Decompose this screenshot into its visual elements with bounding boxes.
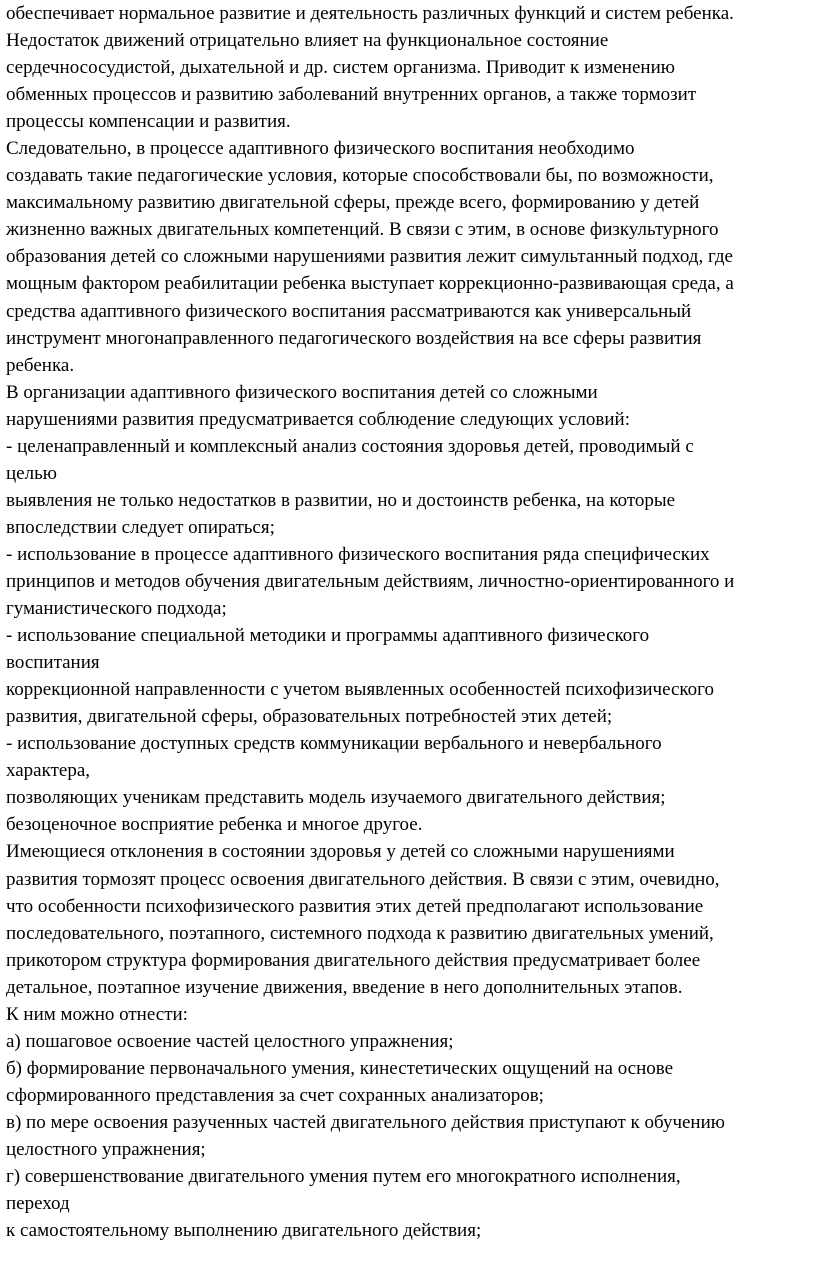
text-line: развития, двигательной сферы, образовательных потребностей этих детей; — [6, 706, 613, 728]
text-line: развития тормозят процесс освоения двигательного действия. В связи с этим, очевидно, — [6, 868, 720, 890]
text-line: характера, — [6, 760, 91, 782]
text-line: обменных процессов и развитию заболеваний внутренних органов, а также тормозит — [6, 84, 697, 106]
text-line: детальное, поэтапное изучение движения, введение в него дополнительных этапов. — [6, 976, 683, 998]
text-line: обеспечивает нормальное развитие и деятельность различных функций и систем ребенка. — [6, 3, 734, 24]
text-line: создавать такие педагогические условия, которые способствовали бы, по возможности, — [6, 165, 714, 187]
document-text — [6, 0, 816, 1244]
text-line: Недостаток движений отрицательно влияет на функциональное состояние — [6, 30, 609, 52]
text-line: инструмент многонаправленного педагогического воздействия на все сферы развития — [6, 327, 702, 349]
text-line: целостного упражнения; — [6, 1138, 206, 1160]
text-line: К ним можно отнести: — [6, 1003, 188, 1025]
text-line: жизненно важных двигательных компетенций. В связи с этим, в основе физкультурного — [6, 219, 719, 241]
text-line: мощным фактором реабилитации ребенка выступает коррекционно-развивающая среда, а — [6, 273, 734, 295]
text-line: целью — [6, 462, 57, 484]
text-line: Имеющиеся отклонения в состоянии здоровья у детей со сложными нарушениями — [6, 841, 675, 863]
text-line: к самостоятельному выполнению двигательного действия; — [6, 1220, 482, 1242]
text-line: впоследствии следует опираться; — [6, 516, 275, 538]
text-line: средства адаптивного физического воспитания рассматриваются как универсальный — [6, 300, 692, 322]
text-line: В организации адаптивного физического воспитания детей со сложными — [6, 381, 598, 403]
text-line: прикотором структура формирования двигательного действия предусматривает более — [6, 949, 701, 971]
text-line: б) формирование первоначального умения, кинестетических ощущений на основе — [6, 1057, 674, 1079]
text-line: переход — [6, 1193, 70, 1215]
text-line: сердечнососудистой, дыхательной и др. систем организма. Приводит к изменению — [6, 57, 675, 79]
text-line: принципов и методов обучения двигательным действиям, личностно-ориентированного и — [6, 570, 735, 592]
text-line: выявления не только недостатков в развитии, но и достоинств ребенка, на которые — [6, 489, 676, 511]
text-line: максимальному развитию двигательной сферы, прежде всего, формированию у детей — [6, 192, 700, 214]
text-line: в) по мере освоения разученных частей двигательного действия приступают к обучению — [6, 1111, 725, 1133]
text-line: сформированного представления за счет сохранных анализаторов; — [6, 1084, 544, 1106]
text-line: образования детей со сложными нарушениями развития лежит симультанный подход, где — [6, 246, 733, 268]
text-line: безоценочное восприятие ребенка и многое другое. — [6, 814, 423, 836]
text-line: что особенности психофизического развития этих детей предполагают использование — [6, 895, 704, 917]
text-line: коррекционной направленности с учетом выявленных особенностей психофизического — [6, 679, 715, 701]
text-line: нарушениями развития предусматривается соблюдение следующих условий: — [6, 408, 630, 430]
text-line: г) совершенствование двигательного умения путем его многократного исполнения, — [6, 1166, 681, 1188]
text-line: последовательного, поэтапного, системного подхода к развитию двигательных умений, — [6, 922, 714, 944]
text-line: гуманистического подхода; — [6, 598, 227, 620]
text-line: а) пошаговое освоение частей целостного упражнения; — [6, 1030, 454, 1052]
text-line: позволяющих ученикам представить модель изучаемого двигательного действия; — [6, 787, 666, 809]
text-line: - использование в процессе адаптивного физического воспитания ряда специфических — [6, 543, 710, 565]
text-line: процессы компенсации и развития. — [6, 111, 291, 133]
text-line: Следовательно, в процессе адаптивного физического воспитания необходимо — [6, 138, 635, 160]
text-line: - использование специальной методики и программы адаптивного физического — [6, 625, 650, 647]
text-line: - использование доступных средств коммуникации вербального и невербального — [6, 733, 662, 755]
text-line: ребенка. — [6, 354, 75, 376]
text-line: - целенаправленный и комплексный анализ состояния здоровья детей, проводимый с — [6, 435, 694, 457]
text-line: воспитания — [6, 652, 100, 674]
